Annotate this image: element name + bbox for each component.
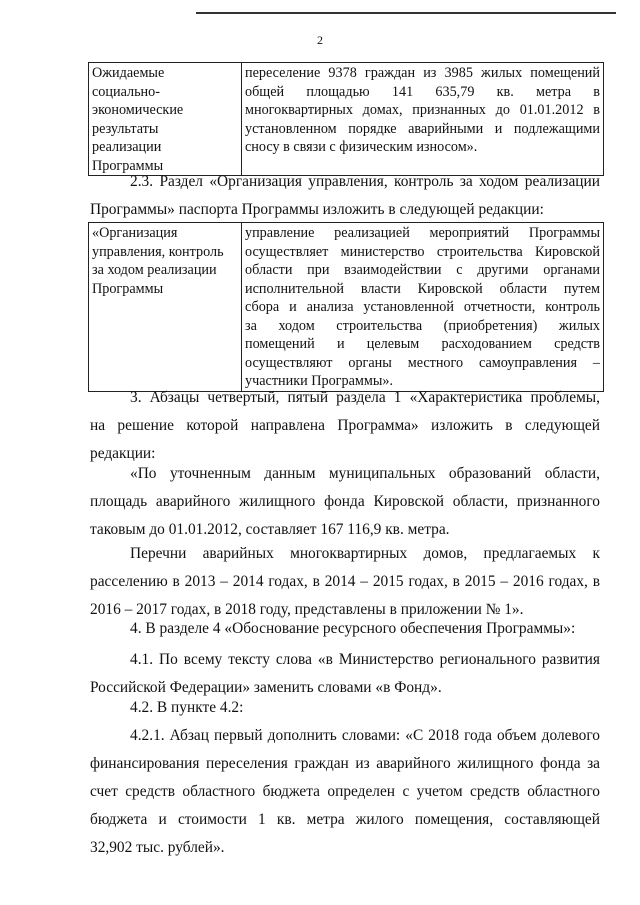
paragraph-line: расселению в 2013 – 2014 годах, в 2014 – 2015 годах, в 2015 – 2016 годах, в xyxy=(90,573,600,590)
table1-right-line: многоквартирных домах, признанных до 01.01.2012 в xyxy=(245,102,600,118)
paragraph-quote-2 xyxy=(90,540,600,624)
table2-right-line: осуществляют органы местного самоуправления – xyxy=(245,354,600,371)
table1-left-line: реализации xyxy=(92,139,162,155)
paragraph-line: 4.2.1. Абзац первый дополнить словами: «С 2018 года объем долевого xyxy=(130,727,600,744)
management-table xyxy=(88,222,604,392)
table1-left-line: Программы xyxy=(92,157,164,174)
table2-right-line: осуществляет министерство строительства Кировской xyxy=(245,243,600,260)
paragraph-4-2-1 xyxy=(90,722,600,862)
table2-right-line: помещений и целевым расходованием средств xyxy=(245,336,600,352)
top-rule xyxy=(196,12,616,14)
table1-left-line: Ожидаемые xyxy=(92,65,165,81)
paragraph-line: счет средств областного бюджета определен с учетом средств областного xyxy=(90,783,600,800)
paragraph-line: 4. В разделе 4 «Обоснование ресурсного обеспечения Программы»: xyxy=(130,620,576,637)
table2-left-line: за ходом реализации xyxy=(92,262,217,278)
paragraph-line: финансирования переселения граждан из аварийного жилищного фонда за xyxy=(90,755,600,772)
page-number: 2 xyxy=(317,33,323,47)
paragraph-line: Российской Федерации» заменить словами «в Фонд». xyxy=(90,679,442,696)
table1-right-line: сносу в связи с физическим износом». xyxy=(245,139,478,155)
paragraph-line: редакции: xyxy=(90,445,156,462)
paragraph-4 xyxy=(90,615,600,643)
paragraph-2-3 xyxy=(90,168,600,224)
paragraph-line: таковым до 01.01.2012, составляет 167 116,9 кв. метра. xyxy=(90,521,450,538)
table1-left-line: результаты xyxy=(92,120,159,137)
table1-right-line: установленном порядке аварийными и подлежащими xyxy=(245,120,600,137)
table2-left-line: управления, контроль xyxy=(92,243,224,260)
paragraph-line: Программы» паспорта Программы изложить в следующей редакции: xyxy=(90,201,544,218)
paragraph-line: 32,902 тыс. рублей». xyxy=(90,839,225,856)
paragraph-4-2 xyxy=(90,694,600,722)
paragraph-line: 3. Абзацы четвертый, пятый раздела 1 «Характеристика проблемы, xyxy=(130,389,600,406)
paragraph-line: 4.2. В пункте 4.2: xyxy=(130,699,244,716)
table2-left-cell xyxy=(89,223,242,392)
table2-right-line: участники Программы». xyxy=(245,373,394,389)
table1-left-cell xyxy=(89,63,242,176)
paragraph-line: Перечни аварийных многоквартирных домов, предлагаемых к xyxy=(130,545,600,562)
paragraph-line: на решение которой направлена Программа» изложить в следующей xyxy=(90,417,600,434)
paragraph-quote-1 xyxy=(90,460,600,544)
table1-right-cell xyxy=(242,63,604,176)
table2-right-cell xyxy=(242,223,604,392)
table2-left-line: Программы xyxy=(92,280,164,297)
table1-right-line: общей площадью 141 635,79 кв. метра в xyxy=(245,83,600,100)
table2-right-line: управление реализацией мероприятий Программы xyxy=(245,225,600,241)
paragraph-line: площадь аварийного жилищного фонда Кировской области, признанного xyxy=(90,493,600,510)
table2-left-line: «Организация xyxy=(92,225,178,241)
table2-right-line: области при взаимодействии с другими органами xyxy=(245,262,600,278)
table1-right-line: переселение 9378 граждан из 3985 жилых помещений xyxy=(245,65,600,81)
table2-right-line: исполнительной власти Кировской области путем xyxy=(245,280,600,297)
table2-right-line: сбора и анализа установленной отчетности, контроль xyxy=(245,299,600,315)
paragraph-line: «По уточненным данным муниципальных образований области, xyxy=(130,465,600,482)
table1-left-line: социально- xyxy=(92,83,160,100)
expected-results-table xyxy=(88,62,604,176)
paragraph-3 xyxy=(90,384,600,468)
paragraph-line: 4.1. По всему тексту слова «в Министерство регионального развития xyxy=(130,651,600,668)
table2-right-line: за ходом строительства (приобретения) жилых xyxy=(245,317,600,334)
paragraph-line: 2.3. Раздел «Организация управления, контроль за ходом реализации xyxy=(130,173,600,190)
paragraph-line: бюджета и стоимости 1 кв. метра жилого помещения, составляющей xyxy=(90,811,600,828)
table1-left-line: экономические xyxy=(92,102,184,118)
paragraph-line: 2016 – 2017 годах, в 2018 году, представлены в приложении № 1». xyxy=(90,601,524,618)
